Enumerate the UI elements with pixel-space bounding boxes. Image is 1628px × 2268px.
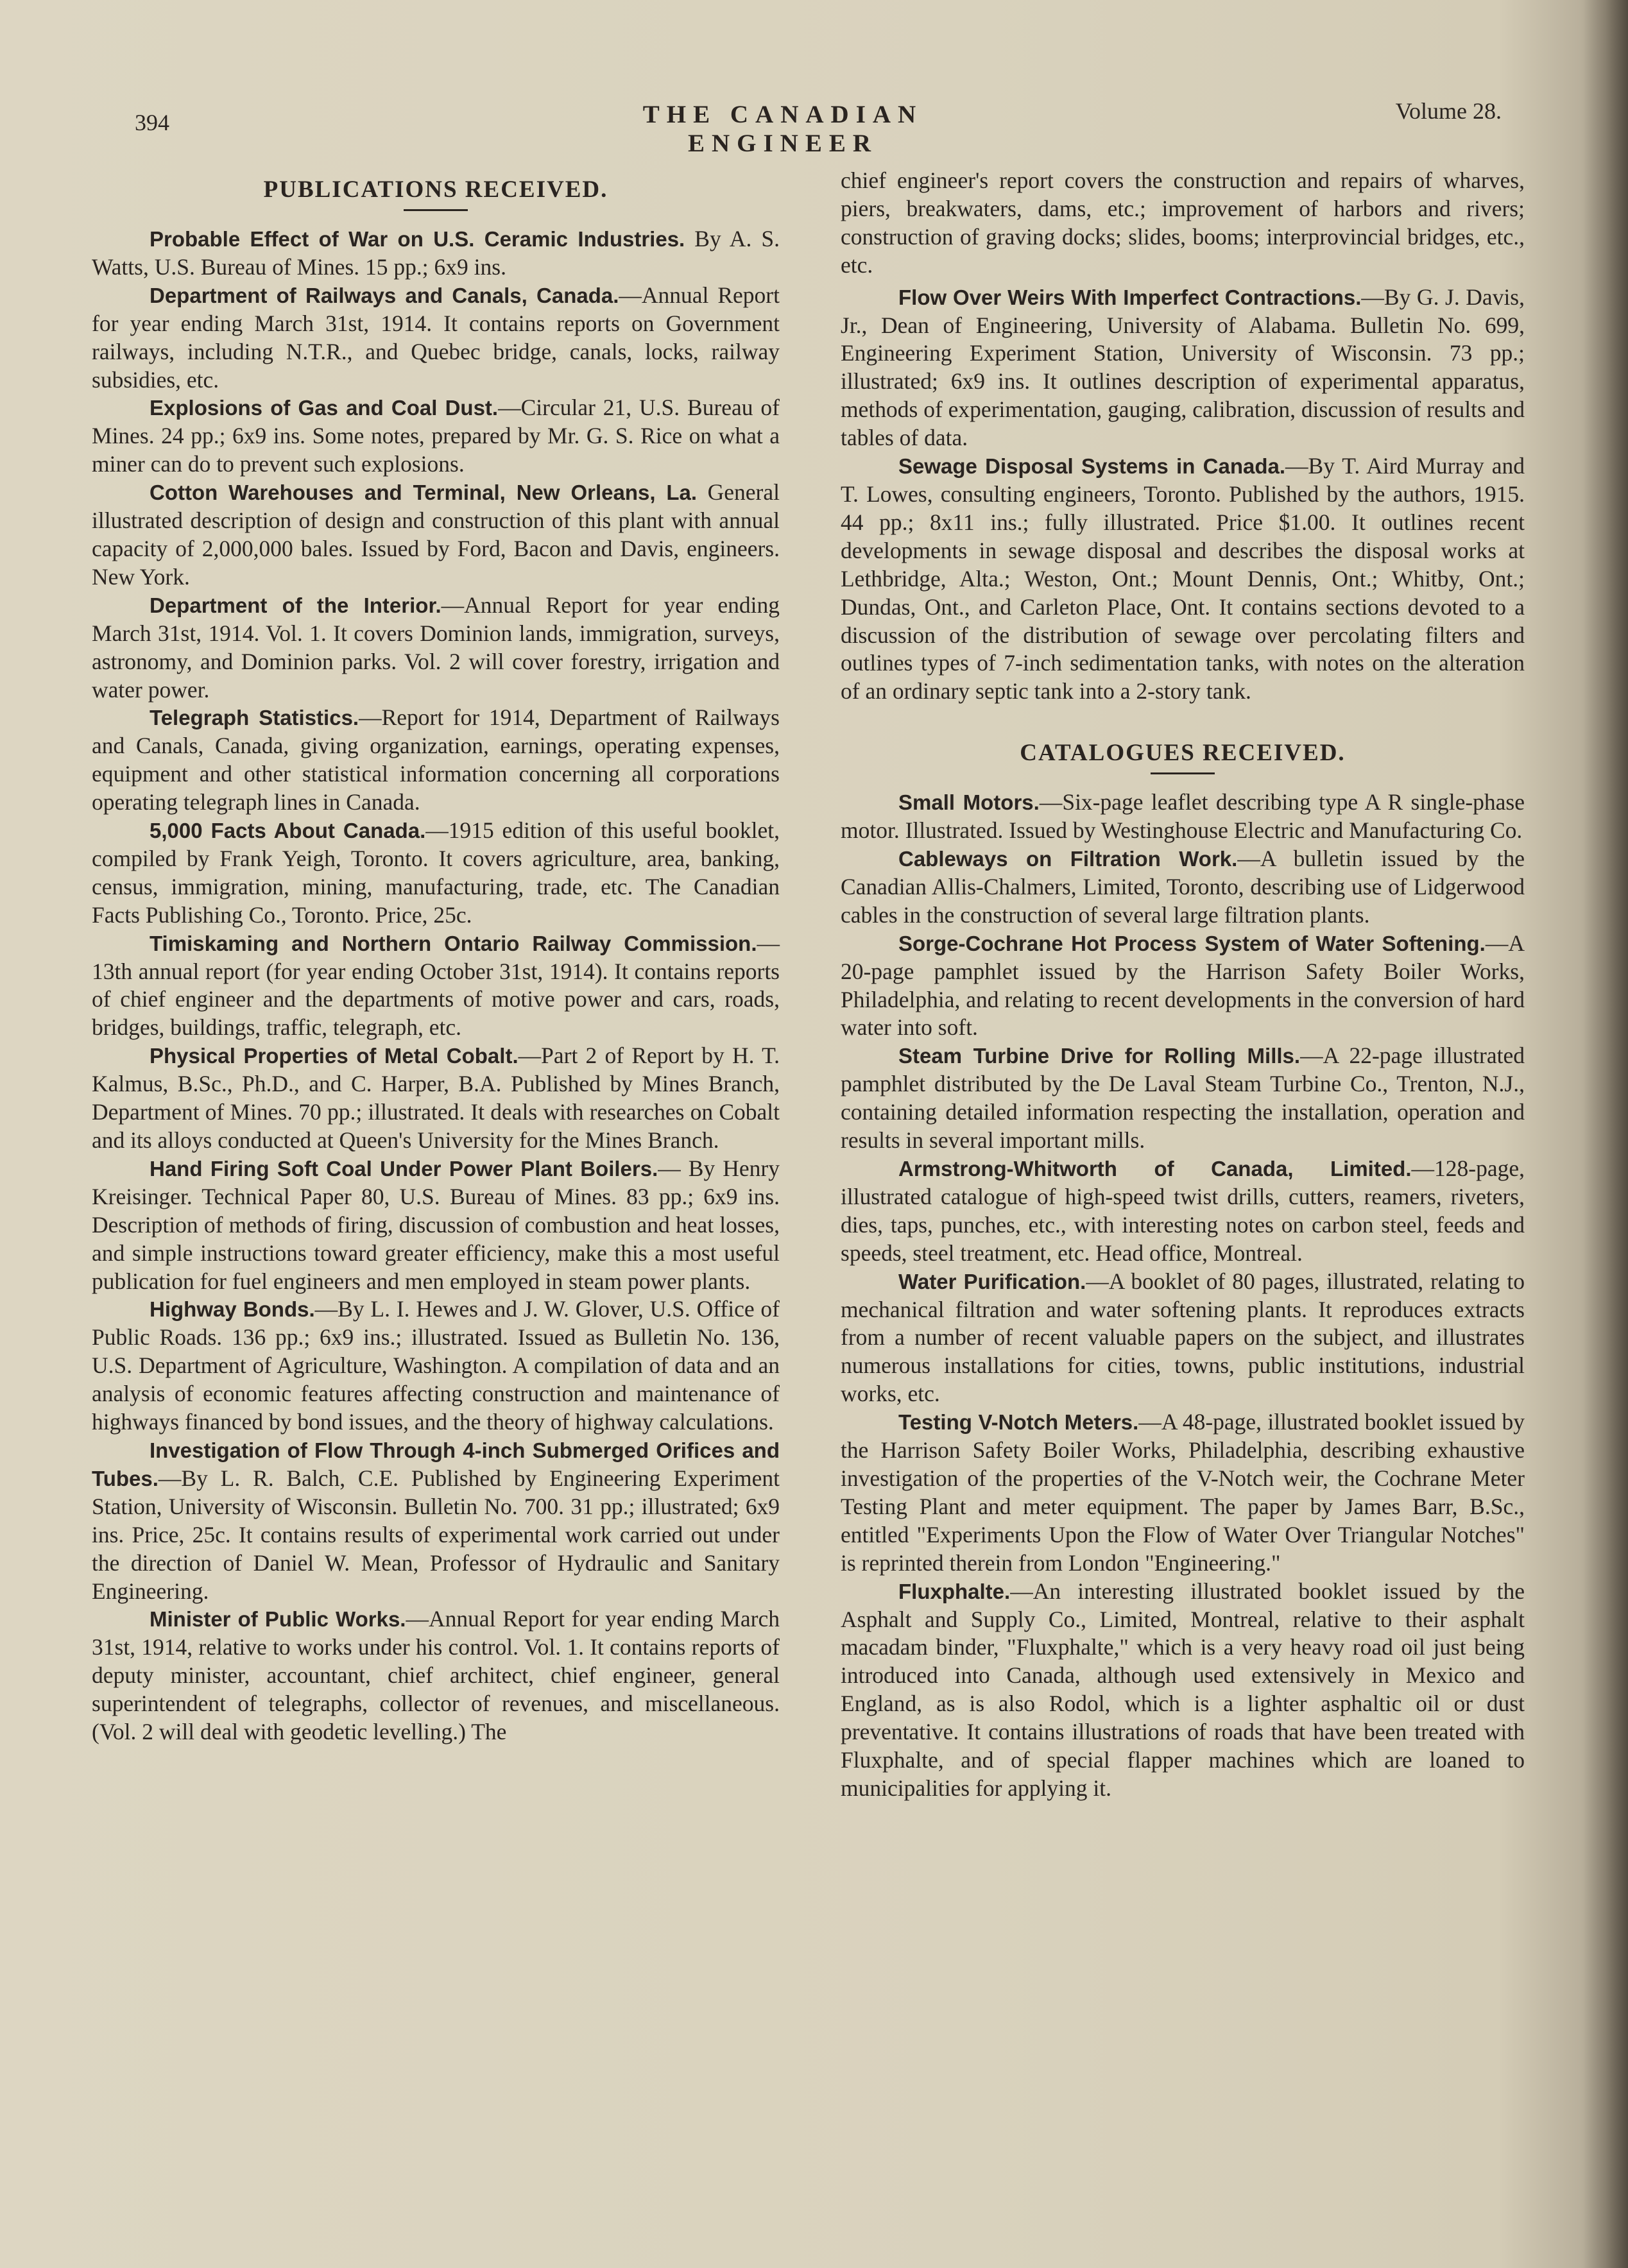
entry-text: —A 48-page, illustrated booklet issued by the Harrison Safety Boiler Works, Philadelphia, describing exhaustive investigation of the properties of the V-Notch weir, the Cochrane Meter Testing Plant and meter equipment. The paper by James Barr, B.Sc., entitled "Experiments Upon the Flow of Water Over Triangular Notches" is reprinted therein from London "Engineering." <box>841 1409 1525 1576</box>
entry-text: —Annual Report for year ending March 31st, 1914, relative to works under his control. Vol. 1. It contains reports of deputy minister, accountant, chief architect, chief engineer, general superintendent of telegraphs, collector of revenues, and miscellaneous. (Vol. 2 will deal with geodetic levelling.) The <box>92 1606 780 1745</box>
catalogue-entry <box>841 789 1525 845</box>
catalogue-entry <box>841 1268 1525 1409</box>
publication-entry <box>92 1042 780 1155</box>
entry-title: Water Purification. <box>898 1269 1086 1293</box>
entry-text: —Part 2 of Report by H. T. Kalmus, B.Sc., Ph.D., and C. Harper, B.A. Published by Mines Branch, Department of Mines. 70 pp.; illustrated. It deals with researches on Cobalt and its alloys conducted at Queen's University for the Mines Branch. <box>92 1043 780 1153</box>
entry-text: General illustrated description of design and construction of this plant with annual capacity of 2,000,000 bales. Issued by Ford, Bacon and Davis, engineers. New York. <box>92 479 780 590</box>
entry-title: Sewage Disposal Systems in Canada. <box>898 454 1286 479</box>
entry-text: —Circular 21, U.S. Bureau of Mines. 24 pp.; 6x9 ins. Some notes, prepared by Mr. G. S. Rice on what a miner can do to prevent such explosions. <box>92 395 780 477</box>
heading-rule <box>1151 772 1215 774</box>
entry-title: Telegraph Statistics. <box>150 706 359 730</box>
entry-text: —An interesting illustrated booklet issued by the Asphalt and Supply Co., Limited, Montreal, relative to their asphalt macadam binder, "Fluxphalte," which is a very heavy road oil just being introduced into Canada, although used extensively in Mexico and England, as is also Rodol, which is a lighter asphaltic oil or dust preventative. It contains illustrations of roads that have been treated with Fluxphalte, and of special flapper machines which are loaned to municipalities for applying it. <box>841 1578 1525 1801</box>
entry-text: — By Henry Kreisinger. Technical Paper 80, U.S. Bureau of Mines. 83 pp.; 6x9 ins. Description of methods of firing, discussion of combustion and heat losses, and simple instructions toward greater efficiency, make this a most useful publication for fuel engineers and men employed in steam power plants. <box>92 1155 780 1294</box>
entry-title: 5,000 Facts About Canada. <box>150 819 426 843</box>
publication-entry <box>92 1295 780 1437</box>
heading-rule <box>404 209 468 211</box>
entry-title: Explosions of Gas and Coal Dust. <box>150 396 499 420</box>
entry-text: —1915 edition of this useful booklet, compiled by Frank Yeigh, Toronto. It covers agriculture, area, banking, census, immigration, mining, manufacturing, trade, etc. The Canadian Facts Publishing Co., Toronto. Price, 25c. <box>92 817 780 928</box>
entry-text: —Report for 1914, Department of Railways and Canals, Canada, giving organization, earnings, operating expenses, equipment and other statistical information concerning all corporations operating telegraph lines in Canada. <box>92 704 780 815</box>
publication-entry <box>841 284 1525 452</box>
entry-title: Small Motors. <box>898 790 1040 815</box>
entry-title: Highway Bonds. <box>150 1297 315 1322</box>
entry-title: Department of the Interior. <box>150 593 441 617</box>
publication-entry <box>92 817 780 930</box>
page-number: 394 <box>135 110 169 135</box>
entry-text: —A 22-page illustrated pamphlet distributed by the De Laval Steam Turbine Co., Trenton, N.J., containing detailed information respecting the installation, operation and results in several important mills. <box>841 1043 1525 1154</box>
entry-text: —Annual Report for year ending March 31st, 1914. Vol. 1. It covers Dominion lands, immigration, surveys, astronomy, and Dominion parks. Vol. 2 will cover forestry, irrigation and water power. <box>92 592 780 703</box>
entry-title: Probable Effect of War on U.S. Ceramic Industries. <box>150 227 685 251</box>
catalogue-entry <box>841 1042 1525 1155</box>
catalogues-heading: CATALOGUES RECEIVED. <box>1020 740 1346 767</box>
entry-text: —Six-page leaflet describing type A R single-phase motor. Illustrated. Issued by Westinghouse Electric and Manufacturing Co. <box>841 789 1525 844</box>
volume-label: Volume 28. <box>1395 98 1502 124</box>
entry-title: Flow Over Weirs With Imperfect Contractions. <box>898 285 1362 309</box>
entry-text: —13th annual report (for year ending October 31st, 1914). It contains reports of chief engineer and the departments of motive power and cars, roads, bridges, buildings, traffic, telegraph, etc. <box>92 930 780 1041</box>
catalogue-entry <box>841 1578 1525 1803</box>
entry-text: —By L. I. Hewes and J. W. Glover, U.S. Office of Public Roads. 136 pp.; 6x9 ins.; illustrated. Issued as Bulletin No. 136, U.S. Department of Agriculture, Washington. A compilation of data and an analysis of economic features affecting construction and maintenance of highways financed by bond issues, and the theory of highway calculations. <box>92 1296 780 1435</box>
catalogue-entry <box>841 1155 1525 1268</box>
catalogue-entry <box>841 845 1525 930</box>
entry-title: Cableways on Filtration Work. <box>898 847 1238 871</box>
continued-text: chief engineer's report covers the construction and repairs of wharves, piers, breakwaters, dams, etc.; improvement of harbors and rivers; construction of graving docks; slides, booms; interprovincial bridges, etc., etc. <box>841 167 1525 278</box>
entry-title: Testing V-Notch Meters. <box>898 1410 1139 1435</box>
publication-entry <box>92 592 780 704</box>
section-gap <box>841 706 1525 731</box>
publication-entry <box>92 479 780 592</box>
page-edge-shadow <box>1583 0 1628 2268</box>
entry-title: Investigation of Flow Through 4-inch Submerged Orifices and Tubes. <box>92 1438 780 1490</box>
entry-title: Minister of Public Works. <box>150 1607 406 1632</box>
entry-text: By A. S. Watts, U.S. Bureau of Mines. 15 pp.; 6x9 ins. <box>92 226 780 280</box>
journal-title: THE CANADIAN ENGINEER <box>642 101 923 157</box>
catalogue-entry <box>841 930 1525 1043</box>
entry-title: Hand Firing Soft Coal Under Power Plant Boilers. <box>150 1156 658 1181</box>
publication-entry <box>841 452 1525 706</box>
entry-title: Steam Turbine Drive for Rolling Mills. <box>898 1044 1301 1068</box>
entry-title: Timiskaming and Northern Ontario Railway Commission. <box>150 931 757 955</box>
entry-title: Department of Railways and Canals, Canada. <box>150 283 619 307</box>
entry-title: Cotton Warehouses and Terminal, New Orleans, La. <box>150 481 698 505</box>
entry-text: —A 20-page pamphlet issued by the Harrison Safety Boiler Works, Philadelphia, and relating to recent developments in the conversion of hard water into soft. <box>841 930 1525 1041</box>
entry-text: —By G. J. Davis, Jr., Dean of Engineering, University of Alabama. Bulletin No. 699, Engineering Experiment Station, University of Wisconsin. 73 pp.; illustrated; 6x9 ins. It outlines description of experimental apparatus, methods of experimentation, gauging, calibration, discussion of results and tables of data. <box>841 284 1525 451</box>
entry-text: —A booklet of 80 pages, illustrated, relating to mechanical filtration and water softening plants. It reproduces extracts from a number of recent valuable papers on the subject, and illustrates numerous installations for cities, towns, public institutions, industrial works, etc. <box>841 1268 1525 1407</box>
publication-entry <box>92 1605 780 1746</box>
entry-text: —A bulletin issued by the Canadian Allis-Chalmers, Limited, Toronto, describing use of Lidgerwood cables in the construction of several large filtration plants. <box>841 846 1525 928</box>
publication-entry <box>92 282 780 395</box>
entry-title: Fluxphalte. <box>898 1579 1011 1603</box>
left-column <box>92 168 780 1746</box>
right-column <box>841 167 1525 1803</box>
entry-title: Armstrong-Whitworth of Canada, Limited. <box>898 1157 1412 1181</box>
entry-text: —By L. R. Balch, C.E. Published by Engineering Experiment Station, University of Wisconsin. Bulletin No. 700. 31 pp.; illustrated; 6x9 ins. Price, 25c. It contains results of experimental work carried out under the direction of Daniel W. Mean, Professor of Hydraulic and Sanitary Engineering. <box>92 1465 780 1604</box>
publication-entry <box>92 394 780 479</box>
publications-heading: PUBLICATIONS RECEIVED. <box>263 176 608 203</box>
entry-text: —Annual Report for year ending March 31st, 1914. It contains reports on Government railways, including N.T.R., and Quebec bridge, canals, locks, railway subsidies, etc. <box>92 282 780 393</box>
publication-entry <box>92 1437 780 1605</box>
catalogue-entry <box>841 1408 1525 1577</box>
publication-entry <box>92 704 780 817</box>
entry-title: Physical Properties of Metal Cobalt. <box>150 1044 518 1068</box>
publication-entry <box>92 225 780 282</box>
publication-entry <box>92 1155 780 1296</box>
entry-text: —By T. Aird Murray and T. Lowes, consulting engineers, Toronto. Published by the authors, 1915. 44 pp.; 8x11 ins.; fully illustrated. Price $1.00. It outlines recent developments in sewage disposal and describes the disposal works at Lethbridge, Alta.; Weston, Ont.; Mount Dennis, Ont.; Whitby, Ont.; Dundas, Ont., and Carleton Place, Ont. It contains sections devoted to a discussion of the distribution of sewage over percolating filters and outlines types of 7-inch sedimentation tanks, with notes on the alteration of an ordinary septic tank into a 2-story tank. <box>841 453 1525 704</box>
entry-text: —128-page, illustrated catalogue of high-speed twist drills, cutters, reamers, riveters, dies, taps, punches, etc., with interesting notes on carbon steel, feeds and speeds, steel treatment, etc. Head office, Montreal. <box>841 1155 1525 1266</box>
entry-title: Sorge-Cochrane Hot Process System of Water Softening. <box>898 931 1486 955</box>
running-head <box>135 96 1502 157</box>
publication-entry <box>92 930 780 1043</box>
